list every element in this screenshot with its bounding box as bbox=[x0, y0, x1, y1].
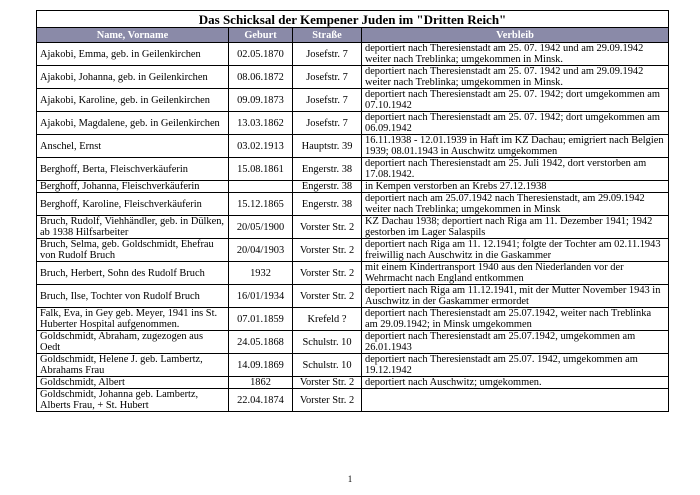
cell-street: Vorster Str. 2 bbox=[293, 239, 362, 262]
table-row bbox=[37, 389, 669, 412]
table-row bbox=[37, 216, 669, 239]
table-row bbox=[37, 181, 669, 193]
cell-name: Falk, Eva, in Gey geb. Meyer, 1941 ins St. Huberter Hospital aufgenommen. bbox=[37, 308, 229, 331]
column-header-name: Name, Vorname bbox=[37, 28, 229, 43]
cell-street: Engerstr. 38 bbox=[293, 181, 362, 193]
cell-birth: 09.09.1873 bbox=[229, 89, 293, 112]
cell-fate: deportiert nach Auschwitz; umgekommen. bbox=[362, 377, 669, 389]
cell-birth: 24.05.1868 bbox=[229, 331, 293, 354]
cell-fate: 16.11.1938 - 12.01.1939 in Haft im KZ Dachau; emigriert nach Belgien 1939; 08.01.1943 in Auschwitz umgekommen bbox=[362, 135, 669, 158]
page-number: 1 bbox=[347, 474, 353, 484]
cell-birth: 16/01/1934 bbox=[229, 285, 293, 308]
cell-name: Goldschmidt, Johanna geb. Lambertz, Alberts Frau, + St. Hubert bbox=[37, 389, 229, 412]
table-row bbox=[37, 377, 669, 389]
cell-name: Goldschmidt, Abraham, zugezogen aus Oedt bbox=[37, 331, 229, 354]
cell-fate bbox=[362, 389, 669, 412]
column-header-street: Straße bbox=[293, 28, 362, 43]
cell-fate: deportiert nach Theresienstadt am 25. 07. 1942 und am 29.09.1942 weiter nach Treblinka; umgekommen in Minsk. bbox=[362, 66, 669, 89]
cell-street: Schulstr. 10 bbox=[293, 354, 362, 377]
cell-name: Goldschmidt, Helene J. geb. Lambertz, Abrahams Frau bbox=[37, 354, 229, 377]
table-title: Das Schicksal der Kempener Juden im "Dritten Reich" bbox=[37, 11, 669, 28]
cell-name: Ajakobi, Karoline, geb. in Geilenkirchen bbox=[37, 89, 229, 112]
cell-street: Josefstr. 7 bbox=[293, 66, 362, 89]
column-header-fate: Verbleib bbox=[362, 28, 669, 43]
cell-street: Vorster Str. 2 bbox=[293, 216, 362, 239]
cell-fate: deportiert nach Theresienstadt am 25.07. 1942, umgekommen am 19.12.1942 bbox=[362, 354, 669, 377]
cell-name: Goldschmidt, Albert bbox=[37, 377, 229, 389]
cell-street: Josefstr. 7 bbox=[293, 112, 362, 135]
cell-fate: in Kempen verstorben an Krebs 27.12.1938 bbox=[362, 181, 669, 193]
cell-name: Bruch, Rudolf, Viehhändler, geb. in Dülken, ab 1938 Hilfsarbeiter bbox=[37, 216, 229, 239]
table-row bbox=[37, 354, 669, 377]
cell-name: Bruch, Ilse, Tochter von Rudolf Bruch bbox=[37, 285, 229, 308]
cell-birth: 20/05/1900 bbox=[229, 216, 293, 239]
table-row bbox=[37, 239, 669, 262]
cell-street: Hauptstr. 39 bbox=[293, 135, 362, 158]
cell-birth: 02.05.1870 bbox=[229, 43, 293, 66]
table-row bbox=[37, 308, 669, 331]
cell-birth: 1862 bbox=[229, 377, 293, 389]
cell-fate: KZ Dachau 1938; deportiert nach Riga am 11. Dezember 1941; 1942 gestorben im Lager Salaspils bbox=[362, 216, 669, 239]
cell-name: Ajakobi, Magdalene, geb. in Geilenkirchen bbox=[37, 112, 229, 135]
cell-birth: 07.01.1859 bbox=[229, 308, 293, 331]
cell-birth bbox=[229, 181, 293, 193]
cell-birth: 20/04/1903 bbox=[229, 239, 293, 262]
cell-street: Josefstr. 7 bbox=[293, 89, 362, 112]
table-row bbox=[37, 158, 669, 181]
cell-name: Bruch, Herbert, Sohn des Rudolf Bruch bbox=[37, 262, 229, 285]
table-row bbox=[37, 66, 669, 89]
cell-street: Vorster Str. 2 bbox=[293, 285, 362, 308]
cell-street: Vorster Str. 2 bbox=[293, 389, 362, 412]
cell-street: Krefeld ? bbox=[293, 308, 362, 331]
cell-birth: 08.06.1872 bbox=[229, 66, 293, 89]
cell-fate: deportiert nach Theresienstadt am 25. 07. 1942; dort umgekommen am 06.09.1942 bbox=[362, 112, 669, 135]
table-row bbox=[37, 285, 669, 308]
table-row bbox=[37, 89, 669, 112]
table-row bbox=[37, 262, 669, 285]
cell-street: Josefstr. 7 bbox=[293, 43, 362, 66]
cell-name: Ajakobi, Emma, geb. in Geilenkirchen bbox=[37, 43, 229, 66]
table-row bbox=[37, 112, 669, 135]
table-row bbox=[37, 135, 669, 158]
cell-birth: 14.09.1869 bbox=[229, 354, 293, 377]
fate-table bbox=[36, 10, 669, 412]
cell-fate: deportiert nach Theresienstadt am 25.07.1942, umgekommen am 26.01.1943 bbox=[362, 331, 669, 354]
cell-birth: 1932 bbox=[229, 262, 293, 285]
cell-fate: deportiert nach Theresienstadt am 25.07.1942, weiter nach Treblinka am 29.09.1942; in Minsk umgekommen bbox=[362, 308, 669, 331]
cell-street: Vorster Str. 2 bbox=[293, 377, 362, 389]
cell-fate: deportiert nach Riga am 11.12.1941, mit der Mutter November 1943 in Auschwitz in der Gaskammer ermordet bbox=[362, 285, 669, 308]
cell-fate: deportiert nach Riga am 11. 12.1941; folgte der Tochter am 02.11.1943 freiwillig nach Auschwitz in die Gaskammer bbox=[362, 239, 669, 262]
cell-fate: mit einem Kindertransport 1940 aus den Niederlanden vor der Wehrmacht nach England entkommen bbox=[362, 262, 669, 285]
cell-birth: 15.08.1861 bbox=[229, 158, 293, 181]
cell-name: Anschel, Ernst bbox=[37, 135, 229, 158]
cell-street: Engerstr. 38 bbox=[293, 193, 362, 216]
cell-name: Berghoff, Johanna, Fleischverkäuferin bbox=[37, 181, 229, 193]
cell-name: Ajakobi, Johanna, geb. in Geilenkirchen bbox=[37, 66, 229, 89]
cell-birth: 22.04.1874 bbox=[229, 389, 293, 412]
cell-fate: deportiert nach Theresienstadt am 25. Juli 1942, dort verstorben am 17.08.1942. bbox=[362, 158, 669, 181]
column-header-birth: Geburt bbox=[229, 28, 293, 43]
table-row bbox=[37, 43, 669, 66]
table-row bbox=[37, 331, 669, 354]
cell-fate: deportiert nach Theresienstadt am 25. 07. 1942 und am 29.09.1942 weiter nach Treblinka; umgekommen in Minsk. bbox=[362, 43, 669, 66]
cell-name: Berghoff, Karoline, Fleischverkäuferin bbox=[37, 193, 229, 216]
cell-street: Engerstr. 38 bbox=[293, 158, 362, 181]
cell-birth: 03.02.1913 bbox=[229, 135, 293, 158]
cell-birth: 15.12.1865 bbox=[229, 193, 293, 216]
table-row bbox=[37, 193, 669, 216]
cell-fate: deportiert nach Theresienstadt am 25. 07. 1942; dort umgekommen am 07.10.1942 bbox=[362, 89, 669, 112]
cell-street: Schulstr. 10 bbox=[293, 331, 362, 354]
cell-fate: deportiert nach am 25.07.1942 nach Theresienstadt, am 29.09.1942 weiter nach Treblinka; umgekommen in Minsk bbox=[362, 193, 669, 216]
cell-name: Bruch, Selma, geb. Goldschmidt, Ehefrau von Rudolf Bruch bbox=[37, 239, 229, 262]
cell-name: Berghoff, Berta, Fleischverkäuferin bbox=[37, 158, 229, 181]
cell-street: Vorster Str. 2 bbox=[293, 262, 362, 285]
cell-birth: 13.03.1862 bbox=[229, 112, 293, 135]
